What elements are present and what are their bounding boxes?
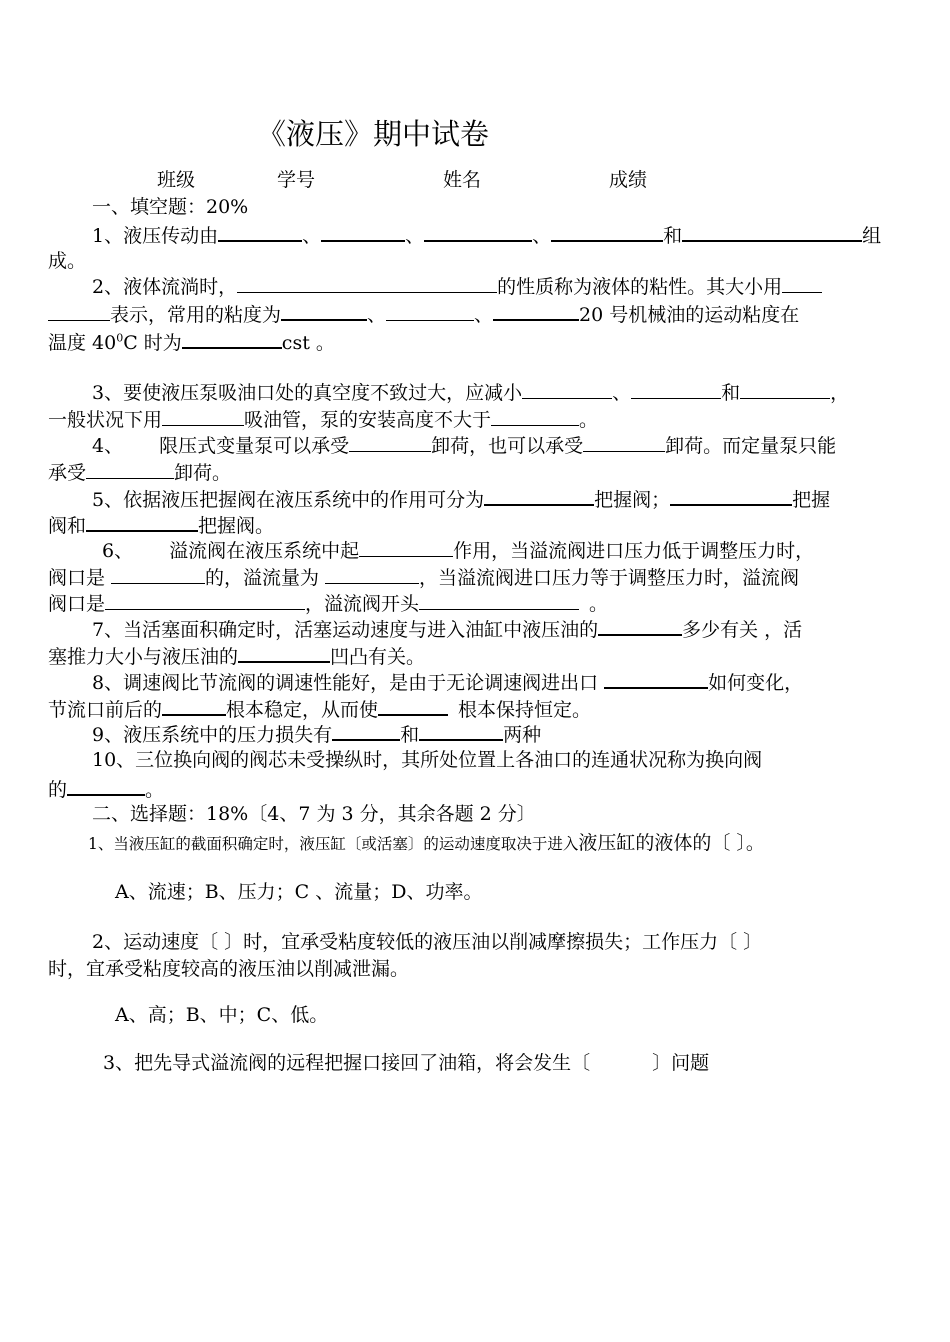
blank [419,589,579,610]
section2-heading: 二、选择题：18%〔4、7 为 3 分，其余各题 2 分〕 [92,803,536,825]
q3-line1: 3、要使液压泵吸油口处的真空度不致过大，应减小 、 和 ， [92,378,849,406]
q2-line1: 2、液体流淌时， 的性质称为液体的粘性。其大小用 [92,272,822,300]
q10-line2: 的 。 [48,774,164,803]
blank [162,694,226,716]
blank [491,405,579,426]
blank [631,378,721,399]
blank [86,510,198,532]
blank [349,431,431,452]
blank [321,220,405,242]
q4-line2: 承受 卸荷。 [48,458,231,486]
blank [604,667,708,689]
blank [583,431,665,452]
q6-line3: 阀口是 ，溢流阀开头 。 [48,589,608,617]
s2-q2-line2: 时，宜承受粘度较高的液压油以削减泄漏。 [48,958,410,980]
page-title: 《液压》期中试卷 [257,117,490,151]
q7-line2: 塞推力大小与液压油的 凹凸有关。 [48,641,425,670]
q8-line1: 8、调速阀比节流阀的调速性能好，是由于无论调速阀进出口 如何变化， [92,667,803,696]
blank [551,220,663,242]
q1-line2: 成。 [48,250,87,272]
class-label: 班级 [157,169,196,191]
blank [182,327,282,349]
q6-line2: 阀口是 的，溢流量为 ，当溢流阀进口压力等于调整压力时，溢流阀 [48,563,799,591]
blank [238,641,330,663]
blank [359,536,453,557]
blank [670,484,792,506]
s2-q2-line1: 2、运动速度〔 〕时，宜承受粘度较低的液压油以削减摩擦损失；工作压力〔 〕 [92,931,763,953]
blank [325,563,419,584]
s2-q1-options: A、流速；B、压力；C 、流量；D、功率。 [115,881,483,903]
q1-line1: 1、液压传动由 、 、 、 和 组 [92,220,881,249]
blank [105,589,305,610]
blank [67,774,145,796]
blank [332,719,400,741]
s2-q1: 1、当液压缸的截面积确定时，液压缸〔或活塞〕的运动速度取决于进入液压缸的液体的〔 〕。 [88,832,765,854]
name-label: 姓名 [443,169,482,191]
blank [598,614,682,636]
blank [111,563,205,584]
blank [493,299,579,321]
blank [218,220,302,242]
blank [419,719,503,741]
blank [237,272,497,293]
q8-line2: 节流口前后的 根本稳定，从而使 根本保持恒定。 [48,694,591,723]
q6-line1: 6、 溢流阀在液压系统中起 作用，当溢流阀进口压力低于调整压力时， [102,536,814,564]
student-no-label: 学号 [277,169,316,191]
q4-line1: 4、 限压式变量泵可以承受 卸荷，也可以承受 卸荷。而定量泵只能 [92,431,836,459]
q7-line1: 7、当活塞面积确定时，活塞运动速度与进入油缸中液压油的 多少有关 ，活 [92,614,802,643]
q9-line1: 9、液压系统中的压力损失有 和 两种 [92,719,541,748]
q2-line3: 温度 $40^0C$ 时为 cst 。 [48,327,335,356]
blank [782,272,822,293]
q10-line1: 10、三位换向阀的阀芯未受操纵时，其所处位置上各油口的连通状况称为换向阀 [92,749,763,771]
s2-q3: 3、把先导式溢流阀的远程把握口接回了油箱，将会发生〔 〕问题 [103,1052,710,1074]
blank [386,300,474,321]
blank [682,220,862,242]
blank [740,378,830,399]
blank [522,378,612,399]
blank [484,484,594,506]
blank [86,458,174,479]
blank [162,405,244,426]
score-label: 成绩 [609,169,648,191]
s2-q2-options: A、高；B、中；C、低。 [115,1004,329,1026]
blank [424,220,532,242]
blank [281,299,367,321]
section1-heading: 一、填空题：20% [92,196,249,218]
q5-line1: 5、依据液压把握阀在液压系统中的作用可分为 把握阀； 把握 [92,484,830,513]
q2-line2: 表示，常用的粘度为 、 、 20 号机械油的运动粘度在 [48,299,799,328]
blank [378,694,448,716]
q3-line2: 一般状况下用 吸油管，泵的安装高度不大于 。 [48,405,598,433]
blank [48,300,110,321]
q5-line2: 阀和 把握阀。 [48,510,274,539]
